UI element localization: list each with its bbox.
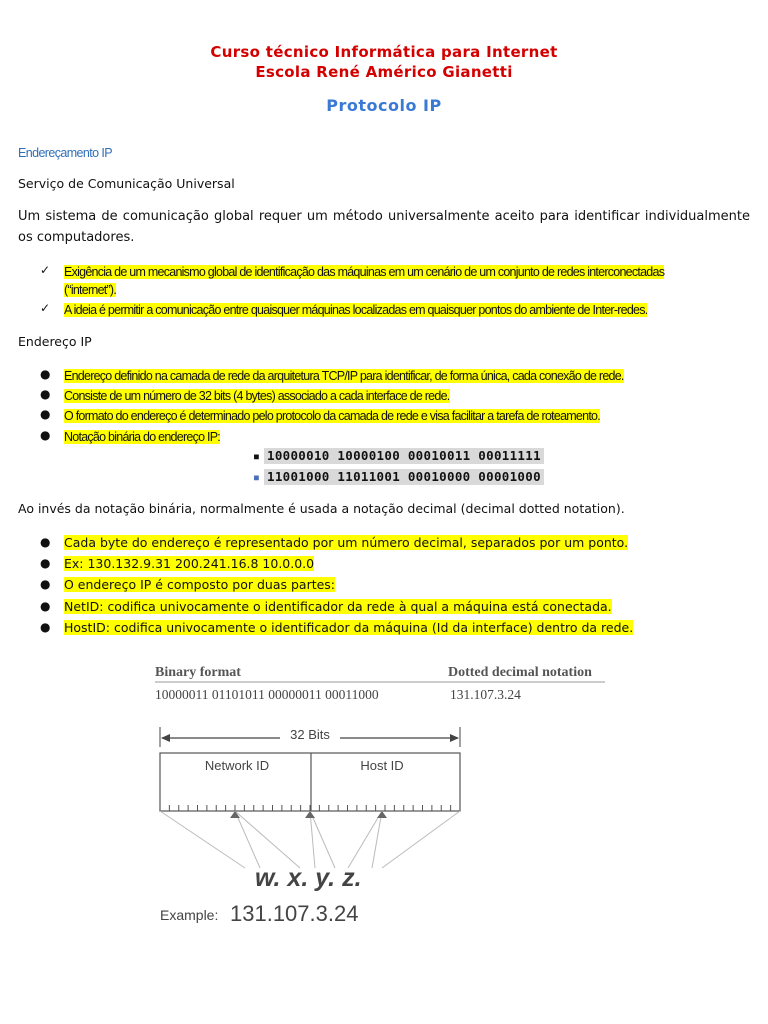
- octet-marker-icon: [305, 811, 315, 818]
- bullet-icon: ●: [40, 428, 51, 442]
- check-item-text: Exigência de um mecanismo global de identificação das máquinas em um cenário de um conjunto de redes interconectadas: [64, 265, 665, 279]
- bullet-icon: ●: [40, 620, 51, 634]
- list-item: [64, 367, 624, 385]
- list-item: [64, 387, 450, 405]
- list-item-text: HostID: codifica univocamente o identificador da máquina (Id da interface) dentro da rede.: [64, 620, 634, 635]
- check-item: [64, 263, 754, 299]
- square-bullet-icon: ■: [254, 452, 259, 461]
- section-heading: Endereçamento IP: [18, 146, 112, 160]
- decimal-value: 131.107.3.24: [450, 687, 521, 702]
- bullet-icon: ●: [40, 407, 51, 421]
- service-heading: Serviço de Comunicação Universal: [18, 176, 235, 191]
- example-value: 131.107.3.24: [230, 901, 359, 926]
- square-bullet-icon: ■: [254, 473, 259, 482]
- binary-format-header: Binary format: [155, 665, 241, 680]
- list-item-text: NetID: codifica univocamente o identificador da rede à qual a máquina está conectada.: [64, 599, 612, 614]
- course-title: Curso técnico Informática para Internet: [210, 43, 558, 61]
- list-item: [64, 619, 633, 637]
- octet-marker-icon: [377, 811, 387, 818]
- bits-label: 32 Bits: [290, 727, 330, 742]
- network-id-label: Network ID: [204, 758, 270, 773]
- list-item-text: O formato do endereço é determinado pelo protocolo da camada de rede e visa facilitar a tarefa de roteamento.: [64, 409, 600, 423]
- binary-example-text: 10000010 10000100 00010011 00011111: [264, 448, 544, 464]
- list-item: [64, 428, 220, 446]
- bullet-icon: ●: [40, 387, 51, 401]
- check-icon: ✓: [40, 301, 51, 315]
- list-item: [64, 407, 600, 425]
- check-item: [64, 301, 647, 319]
- list-item: [64, 555, 314, 573]
- bullet-icon: ●: [40, 556, 51, 570]
- octets-label: w. x. y. z.: [255, 864, 362, 892]
- binary-example-text: 11001000 11011001 00010000 00001000: [264, 469, 544, 485]
- list-item-text: Consiste de um número de 32 bits (4 bytes) associado a cada interface de rede.: [64, 389, 450, 403]
- decimal-intro: Ao invés da notação binária, normalmente é usada a notação decimal (decimal dotted notation).: [18, 501, 625, 516]
- list-item-text: O endereço IP é composto por duas partes:: [64, 577, 336, 592]
- address-heading: Endereço IP: [18, 334, 92, 349]
- dotted-decimal-header: Dotted decimal notation: [448, 665, 592, 680]
- list-item-text: Ex: 130.132.9.31 200.241.16.8 10.0.0.0: [64, 556, 315, 571]
- list-item-text: Notação binária do endereço IP:: [64, 430, 221, 444]
- list-item: [64, 576, 335, 594]
- check-item-text-cont: (“internet”).: [64, 283, 117, 297]
- check-icon: ✓: [40, 263, 51, 277]
- binary-example: [254, 469, 544, 484]
- example-label: Example:: [160, 907, 219, 923]
- check-item-text: A ideia é permitir a comunicação entre quaisquer máquinas localizadas em quaisquer pontos do ambiente de Inter-redes.: [64, 303, 648, 317]
- school-name: Escola René Américo Gianetti: [255, 63, 513, 81]
- binary-example: [254, 448, 544, 463]
- bullet-icon: ●: [40, 535, 51, 549]
- page-title: Protocolo IP: [326, 96, 442, 115]
- list-item-text: Cada byte do endereço é representado por um número decimal, separados por um ponto.: [64, 535, 629, 550]
- service-paragraph: Um sistema de comunicação global requer um método universalmente aceito para identificar individualmente os computadores.: [18, 209, 750, 245]
- arrow-left-icon: [161, 734, 170, 742]
- bullet-icon: ●: [40, 577, 51, 591]
- list-item-text: Endereço definido na camada de rede da arquitetura TCP/IP para identificar, de forma única, cada conexão de rede.: [64, 369, 624, 383]
- list-item: [64, 534, 628, 552]
- binary-value: 10000011 01101011 00000011 00011000: [155, 687, 379, 702]
- bullet-icon: ●: [40, 599, 51, 613]
- arrow-right-icon: [450, 734, 459, 742]
- host-id-label: Host ID: [360, 758, 404, 773]
- bullet-icon: ●: [40, 367, 51, 381]
- list-item: [64, 598, 612, 616]
- ip-address-figure: [150, 650, 620, 940]
- octet-fan-lines: [160, 811, 460, 868]
